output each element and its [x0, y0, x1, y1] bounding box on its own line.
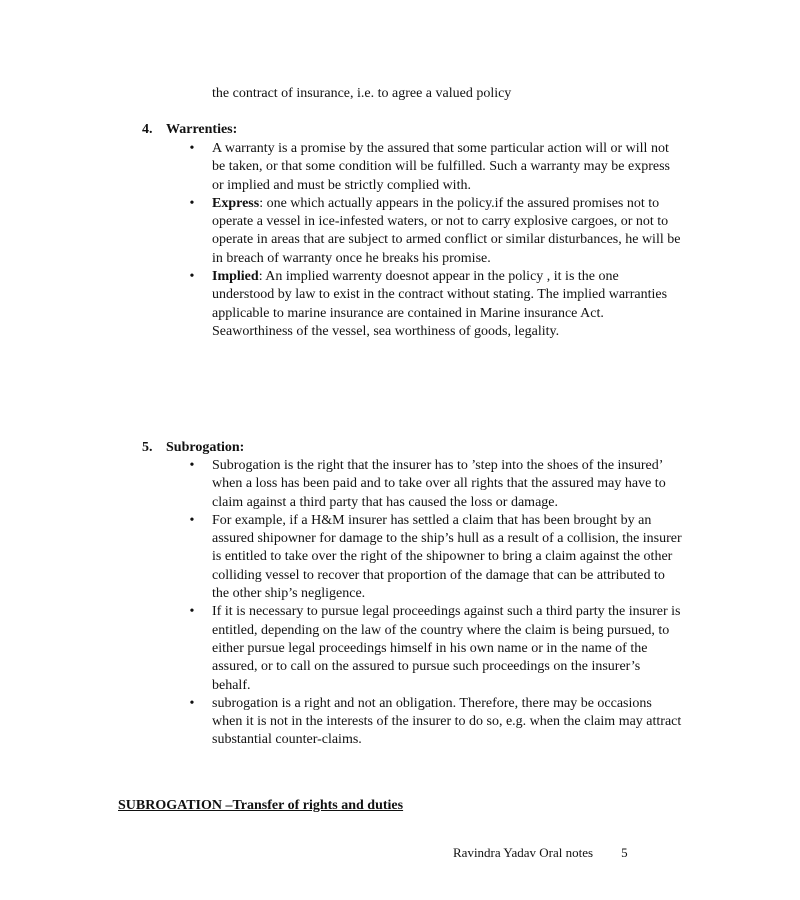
subheading: SUBROGATION –Transfer of rights and duties	[118, 798, 404, 813]
bullet-icon: •	[189, 195, 195, 211]
bullet-icon: •	[189, 695, 195, 711]
footer-author: Ravindra Yadav Oral notes	[453, 845, 594, 860]
bullet-text: Subrogation is the right that the insurer has to ’step into the shoes of the insured’ when a loss has been paid and to take over all rights that the assured may have to claim against a third party that has caused the loss or damage.	[212, 458, 666, 510]
section-number: 5.	[142, 440, 153, 455]
page-footer	[453, 845, 628, 861]
bullet-text: : An implied warrenty doesnot appear in the policy , it is the one understood by law to exist in the contract without stating. The implied warranties applicable to marine insurance are contained in Marine insurance Act. Seaworthiness of the vessel, sea worthiness of goods, legality.	[212, 269, 668, 339]
section-5-bullets	[187, 457, 682, 750]
bullet-icon: •	[189, 269, 195, 285]
bullet-text: subrogation is a right and not an obligation. Therefore, there may be occasions when it is not in the interests of the insurer to do so, e.g. when the claim may attract substantial counter-claims.	[212, 695, 682, 748]
bullet-text: For example, if a H&M insurer has settled a claim that has been brought by an assured shipowner for damage to the ship’s hull as a result of a collision, the insurer is entitled to take over the right of the shipowner to bring a claim against the other colliding vessel to recover that proportion of the damage that can be attributed to the other ship’s negligence.	[212, 512, 682, 602]
list-item	[187, 140, 682, 195]
list-item	[187, 195, 682, 268]
continuation-line: the contract of insurance, i.e. to agree a valued policy	[212, 86, 512, 101]
list-item	[187, 603, 682, 694]
bullet-lead: Implied	[212, 269, 259, 285]
bullet-text: If it is necessary to pursue legal proceedings against such a third party the insurer is entitled, depending on the law of the country where the claim is being pursued, to either pursue legal proceedings himself in his own name or in the name of the assured, or to call on the assured to pursue such proceedings on the insurer’s behalf.	[212, 604, 681, 693]
bullet-icon: •	[189, 458, 195, 473]
section-5-heading	[142, 439, 244, 457]
list-item	[187, 268, 682, 341]
bullet-text: A warranty is a promise by the assured that some particular action will or will not be taken, or that some condition will be fulfilled. Such a warranty may be express or implied and must be strictly complied with.	[212, 141, 670, 193]
page-number: 5	[621, 845, 628, 860]
section-title: Subrogation:	[166, 440, 245, 455]
bullet-icon: •	[189, 512, 195, 528]
list-item	[187, 457, 682, 512]
bullet-text: : one which actually appears in the policy.if the assured promises not to operate a vessel in ice-infested waters, or not to carry explosive cargoes, or not to operate in areas that are subject to armed conflict or similar disturbances, he will be in breach of warranty once he breaks his promise.	[212, 195, 681, 266]
section-4-heading	[142, 121, 237, 139]
bullet-icon: •	[189, 604, 195, 620]
section-title: Warrenties:	[166, 122, 238, 137]
section-4-bullets	[187, 140, 682, 341]
bullet-icon: •	[189, 141, 195, 156]
list-item	[187, 512, 682, 603]
bullet-lead: Express	[212, 195, 260, 211]
section-number: 4.	[142, 122, 153, 137]
list-item	[187, 695, 682, 750]
